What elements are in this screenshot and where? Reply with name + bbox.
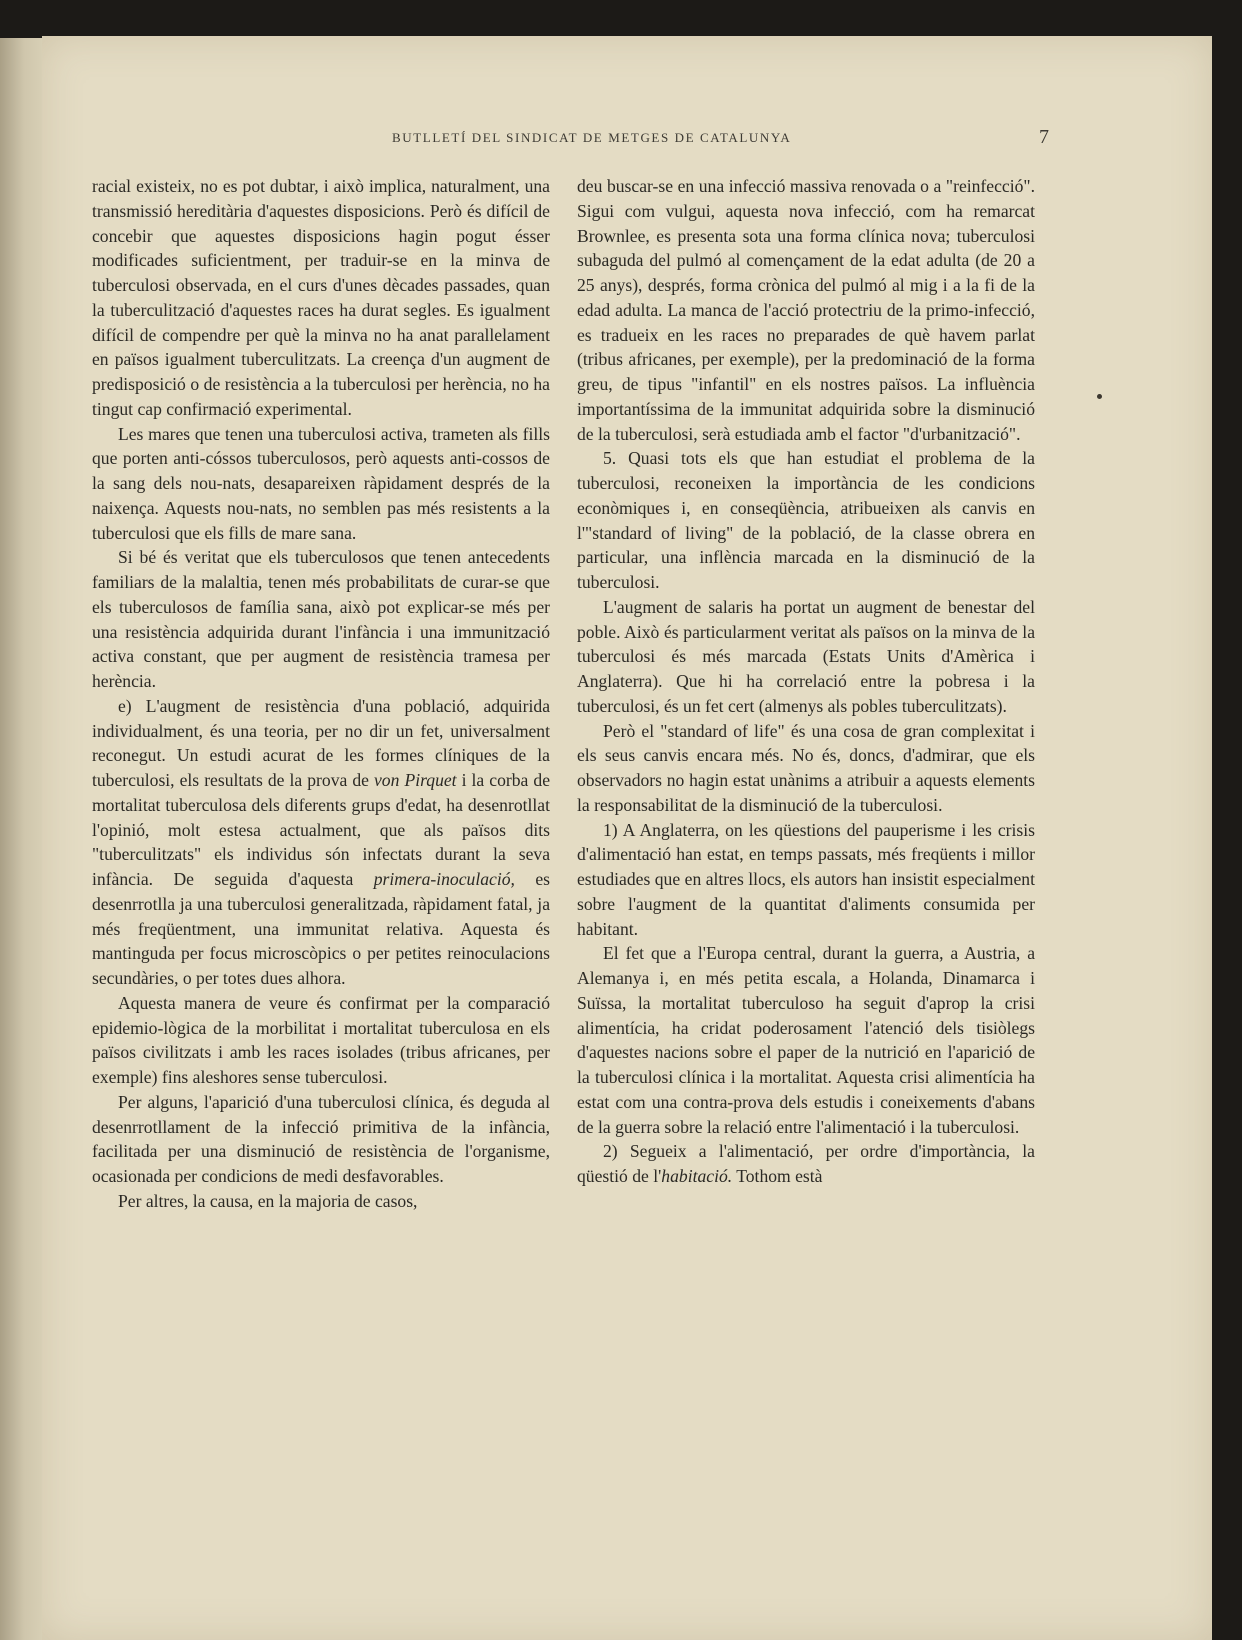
paragraph: Però el "standard of life" és una cosa de gran complexitat i els seus canvis encara més. No és, doncs, d'admirar, que els observadors no hagin estat unànims a atribuir a aquests elements la responsabilitat de la disminució de la tuberculosi. <box>577 720 1035 815</box>
paragraph: 5. Quasi tots els que han estudiat el problema de la tuberculosi, reconeixen la importància de les condicions econòmiques i, en conseqüència, atribueixen als canvis en l'"standard of living" de la població, de la classe obrera en particular, una inflència marcada en la disminució de la tuberculosi. <box>577 448 1035 592</box>
paragraph: Si bé és veritat que els tuberculosos que tenen antecedents familiars de la malaltia, tenen més probabilitats de curar-se que els tuberculosos de família sana, això pot explicar-se més per una resistència adquirida durant l'infància i una immunització activa constant, que per augment de resistència tramesa per herència. <box>92 547 550 691</box>
journal-title: BUTLLETÍ DEL SINDICAT DE METGES DE CATALUNYA <box>392 130 792 145</box>
left-column <box>92 174 550 1214</box>
text-run: es desenrrotlla ja una tuberculosi generalitzada, ràpidament fatal, ja més freqüentment, una immunitat relativa. Aquesta és mantinguda per focus microscòpics o per petites reinoculacions secundàries, o per totes dues alhora. <box>92 869 550 988</box>
paragraph: 1) A Anglaterra, on les qüestions del pauperisme i les crisis d'alimentació han estat, en temps passats, més freqüents i millor estudiades que en altres llocs, els autors han insistit especialment sobre l'augment de la quantitat d'aliments consumida per habitant. <box>577 819 1035 939</box>
text-run: Tothom està <box>732 1166 823 1186</box>
margin-dot <box>1097 394 1102 399</box>
paragraph: deu buscar-se en una infecció massiva renovada o a "reinfecció". Sigui com vulgui, aquesta nova infecció, com ha remarcat Brownlee, es presenta sota una forma clínica nova; tuberculosi subaguda del pulmó al començament de la edat adulta (de 20 a 25 anys), després, forma crònica del pulmó al mig i a la fi de la edad adulta. La manca de l'acció protectriu de la primo-infecció, es tradueix en les races no preparades de què havem parlat (tribus africanes, per exemple), per la predominació de la forma greu, de tipus "infantil" en els nostres països. La influència importantíssima de la immunitat adquirida sobre la disminució de la tuberculosi, serà estudiada amb el factor "d'urbanització". <box>577 176 1035 444</box>
paragraph: Aquesta manera de veure és confirmat per la comparació epidemio-lògica de la morbilitat i mortalitat tuberculosa en els països civilitzats i amb les races isolades (tribus africanes, per exemple) fins aleshores sense tuberculosi. <box>92 992 550 1087</box>
paragraph: El fet que a l'Europa central, durant la guerra, a Austria, a Alemanya i, en més petita escala, a Holanda, Dinamarca i Suïssa, la mortalitat tuberculoso ha seguit d'aprop la crisi alimentícia, ha cridat poderosament l'atenció dels tisiòlegs d'aquestes nacions sobre el paper de la nutrició en l'aparició de la tuberculosi clínica i la mortalitat. Aquesta crisi alimentícia ha estat com una contra-prova dels estudis i coneixements d'abans de la guerra sobre la relació entre l'alimentació i la tuberculosi. <box>577 943 1035 1137</box>
paragraph <box>577 1139 1035 1189</box>
journal-page <box>42 36 1212 1640</box>
paragraph: L'augment de salaris ha portat un augment de benestar del poble. Això és particularment veritat als països on la minva de la tuberculosi és més marcada (Estats Units d'Amèrica i Anglaterra). Que hi ha correlació entre la pobresa i la tuberculosi, és un fet cert (almenys als pobles tuberculitzats). <box>577 596 1035 716</box>
paragraph: Per alguns, l'aparició d'una tuberculosi clínica, és deguda al desenrrotllament de la infecció primitiva de la infància, facilitada per una disminució de resistència de l'organisme, ocasionada per condicions de medi desfavorables. <box>92 1091 550 1186</box>
paragraph: Per altres, la causa, en la majoria de casos, <box>118 1190 418 1211</box>
paragraph: Les mares que tenen una tuberculosi activa, trameten als fills que porten anti-cóssos tuberculosos, però aquests anti-cossos de la sang dels nou-nats, desapareixen ràpidament després de la naixença. Aquests nou-nats, no semblen pas més resistents a la tuberculosi que els fills de mare sana. <box>92 423 550 543</box>
previous-page-edge <box>0 38 44 1640</box>
text-run: e) L'augment de resistència d'una població, adquirida individualment, és una teoria, per no dir un fet, universalment reconegut. Un estudi acurat de les formes clíniques de la tuberculosi, els resultats de la prova de <box>92 695 550 790</box>
text-run: 2) Segueix a l'alimentació, per ordre d'importància, la qüestió de l' <box>577 1141 1035 1186</box>
paragraph <box>92 694 550 991</box>
italic-text: habitació. <box>661 1166 733 1186</box>
paragraph: racial existeix, no es pot dubtar, i això implica, naturalment, una transmissió hereditària d'aquestes disposicions. Però és difícil de concebir que aquestes disposicions hagin pogut ésser modificades suficientment, per traduir-se en la minva de tuberculosi observada, en el curs d'unes dècades passades, quan la tuberculització d'aquestes races ha durat segles. Es igualment difícil de compendre per què la minva no ha anat parallelament en països igualment tuberculitzats. La creença d'un augment de predisposició o de resistència a la tuberculosi per herència, no ha tingut cap confirmació experimental. <box>92 176 550 419</box>
running-header <box>42 126 1212 150</box>
right-column <box>577 174 1035 1189</box>
italic-text: von Pirquet <box>374 770 457 790</box>
text-run: i la corba de mortalitat tuberculosa dels diferents grups d'edat, ha desenrotllat l'opinió, molt estesa actualment, que als països dits "tuberculitzats" els individus són infectats durant la seva infància. De seguida d'aquesta <box>92 770 551 889</box>
italic-text: primera-inoculació, <box>373 869 515 889</box>
page-number: 7 <box>1039 126 1049 148</box>
